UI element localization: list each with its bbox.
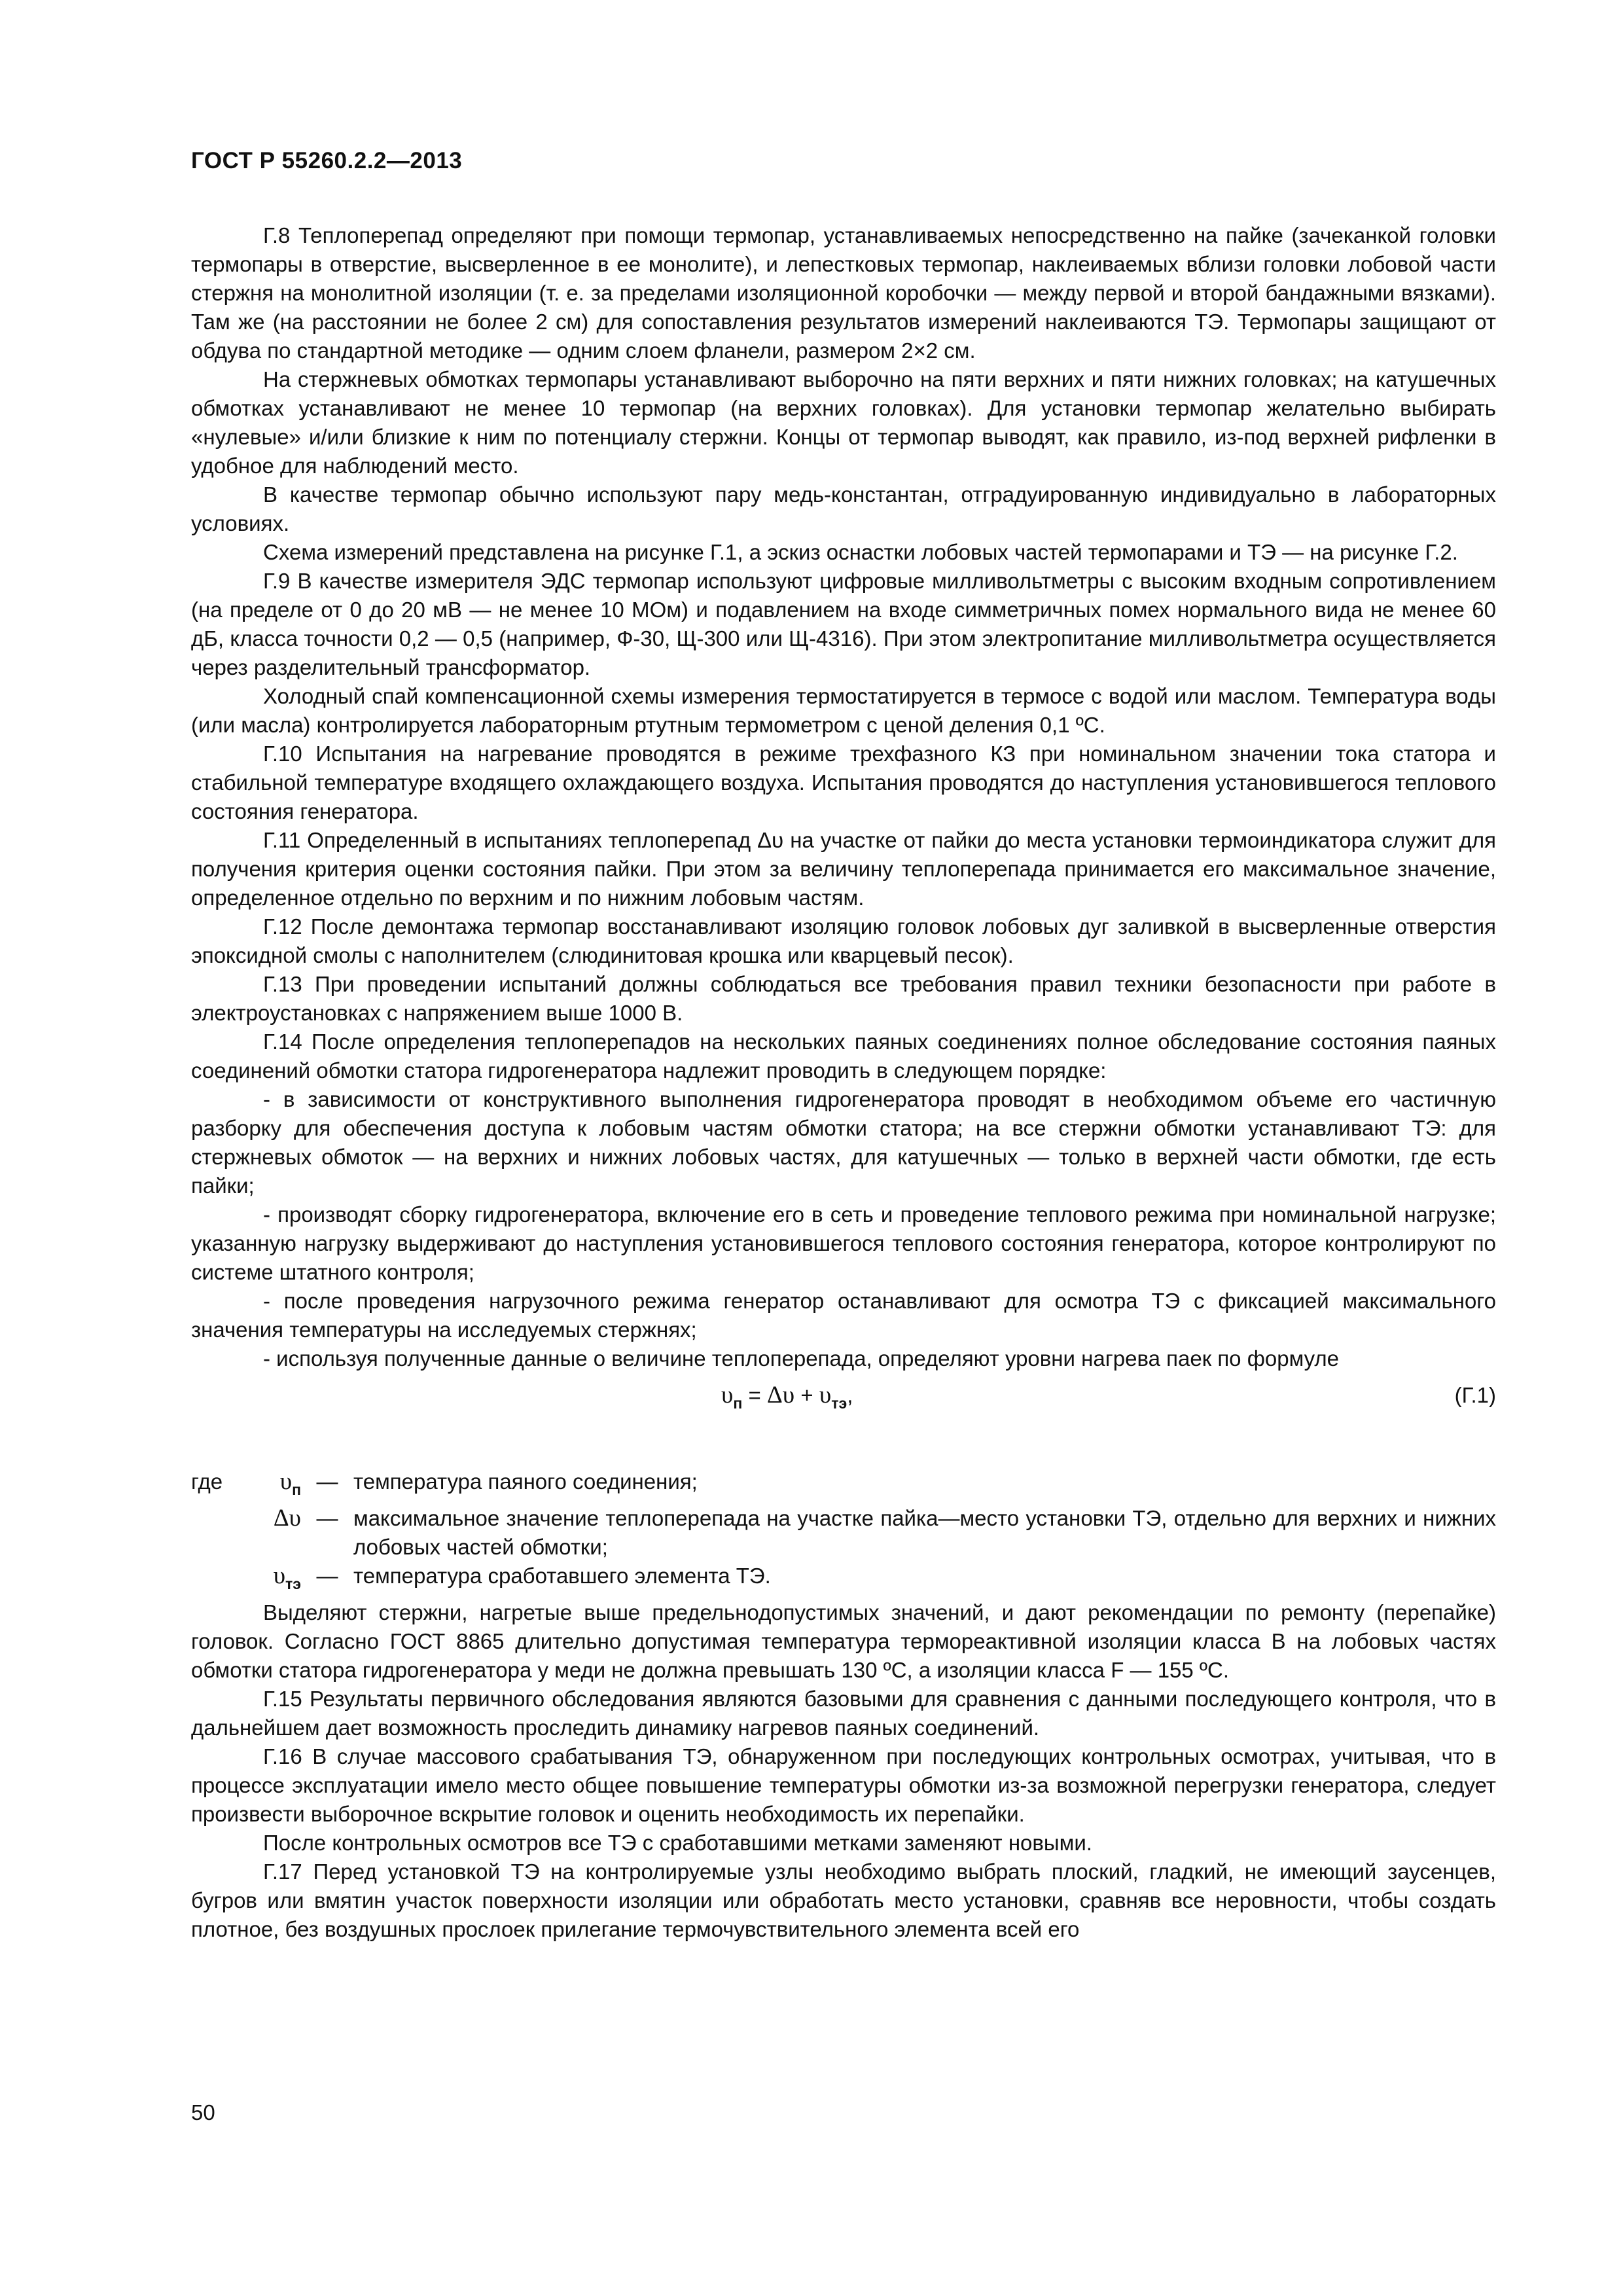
- paragraph: На стержневых обмотках термопары устанавливают выборочно на пяти верхних и пяти нижних головках; на катушечных обмотках устанавливают не менее 10 термопар (на верхних головках). Для установки термопар желательно выбирать «нулевые» и/или близкие к ним по потенциалу стержни. Концы от термопар выводят, как правило, из-под верхней рифленки в удобное для наблюдений место.: [191, 367, 1496, 478]
- paragraph: Г.17 Перед установкой ТЭ на контролируемые узлы необходимо выбрать плоский, гладкий, не имеющий заусенцев, бугров или вмятин участок поверхности изоляции или обработать место установки, сравняв все неровности, чтобы создать плотное, без воздушных прослоек прилегание термочувствительного элемента всей его: [191, 1859, 1496, 1941]
- definition-row: [191, 1562, 1496, 1598]
- definition-dash: —: [316, 1506, 338, 1530]
- paragraph: Г.16 В случае массового срабатывания ТЭ, обнаруженном при последующих контрольных осмотрах, учитывая, что в процессе эксплуатации имело место общее повышение температуры обмотки из-за возможной перегрузки генератора, следует произвести выборочное вскрытие головок и оценить необходимость их перепайки.: [191, 1744, 1496, 1826]
- definition-dash: —: [316, 1469, 338, 1494]
- formula-number: (Г.1): [1454, 1383, 1496, 1407]
- formula-plus: +: [800, 1383, 813, 1407]
- paragraph: Г.12 После демонтажа термопар восстанавливают изоляцию головок лобовых дуг заливкой в высверленные отверстия эпоксидной смолы с наполнителем (слюдинитовая крошка или кварцевый песок).: [191, 914, 1496, 967]
- formula-te-subscript: тэ: [831, 1395, 847, 1412]
- paragraph: В качестве термопар обычно используют пару медь-константан, отградуированную индивидуально в лабораторных условиях.: [191, 482, 1496, 535]
- definition-dash: —: [316, 1564, 338, 1588]
- list-item: - в зависимости от конструктивного выполнения гидрогенератора проводят в необходимом объеме его частичную разборку для обеспечения доступа к лобовым частям обмотки статора; на все стержни обмотки устанавливают ТЭ: для стержневых обмоток — на верхних и нижних лобовых частях, для катушечных — только в верхней части обмотки, где есть пайки;: [191, 1087, 1496, 1198]
- document-body: [191, 221, 1496, 1944]
- definition-row: [191, 1467, 1496, 1504]
- document-header: ГОСТ Р 55260.2.2—2013: [191, 148, 463, 173]
- formula-expression: [721, 1381, 853, 1418]
- symbol-definitions: [191, 1467, 1496, 1598]
- definition-text: температура сработавшего элемента ТЭ.: [353, 1564, 771, 1588]
- paragraph: Г.8 Теплоперепад определяют при помощи термопар, устанавливаемых непосредственно на пайке (зачеканкой головки термопары в отверстие, высверленное в ее монолите), и лепестковых термопар, наклеиваемых вблизи головки лобовой части стержня на монолитной изоляции (т. е. за пределами изоляционной коробочки — между первой и второй бандажными вязками). Там же (на расстоянии не более 2 см) для сопоставления результатов измерений наклеиваются ТЭ. Термопары защищают от обдува по стандартной методике — одним слоем фланели, размером 2×2 см.: [191, 223, 1496, 363]
- definition-symbol: $\upsilon_{тэ}$: [273, 1562, 301, 1592]
- formula-lhs-symbol: υ: [721, 1382, 734, 1408]
- paragraph: Выделяют стержни, нагретые выше предельнодопустимых значений, и дают рекомендации по ремонту (перепайке) головок. Согласно ГОСТ 8865 длительно допустимая температура термореактивной изоляции класса В на лобовых частях обмотки статора гидрогенератора у меди не должна превышать 130 ºС, а изоляции класса F — 155 ºС.: [191, 1600, 1496, 1682]
- paragraph: Г.15 Результаты первичного обследования являются базовыми для сравнения с данными последующего контроля, что в дальнейшем дает возможность проследить динамику нагревов паяных соединений.: [191, 1687, 1496, 1740]
- paragraph: Г.9 В качестве измерителя ЭДС термопар используют цифровые милливольтметры с высоким входным сопротивлением (на пределе от 0 до 20 мВ — не менее 10 МОм) и подавлением на входе симметричных помех нормального вида не менее 60 дБ, класса точности 0,2 — 0,5 (например, Ф-30, Щ-300 или Щ-4316). При этом электропитание милливольтметра осуществляется через разделительный трансформатор.: [191, 569, 1496, 679]
- formula-lhs-subscript: п: [733, 1395, 743, 1412]
- definition-text: максимальное значение теплоперепада на участке пайка—место установки ТЭ, отдельно для верхних и нижних лобовых частей обмотки;: [353, 1506, 1496, 1559]
- paragraph: Схема измерений представлена на рисунке Г.1, а эскиз оснастки лобовых частей термопарами и ТЭ — на рисунке Г.2.: [263, 540, 1458, 564]
- definition-symbol: $\upsilon_п$: [279, 1468, 301, 1498]
- formula-block: [191, 1381, 1496, 1418]
- paragraph: После контрольных осмотров все ТЭ с сработавшими метками заменяют новыми.: [263, 1831, 1092, 1855]
- paragraph: Г.11 Определенный в испытаниях теплоперепад Δυ на участке от пайки до места установки термоиндикатора служит для получения критерия оценки состояния пайки. При этом за величину теплоперепада принимается его максимальное значение, определенное отдельно по верхним и по нижним лобовым частям.: [191, 828, 1496, 910]
- formula-equals: =: [748, 1383, 761, 1407]
- paragraph: Г.13 При проведении испытаний должны соблюдаться все требования правил техники безопасности при работе в электроустановках с напряжением выше 1000 В.: [191, 972, 1496, 1025]
- where-label: где: [191, 1469, 223, 1494]
- formula-delta: Δυ: [767, 1382, 795, 1408]
- definition-row: [191, 1504, 1496, 1562]
- definition-text: температура паяного соединения;: [353, 1469, 698, 1494]
- list-item: - после проведения нагрузочного режима генератор останавливают для осмотра ТЭ с фиксацией максимального значения температуры на исследуемых стержнях;: [191, 1289, 1496, 1342]
- list-item: - используя полученные данные о величине теплоперепада, определяют уровни нагрева паек по формуле: [263, 1346, 1340, 1371]
- list-item: - производят сборку гидрогенератора, включение его в сеть и проведение теплового режима при номинальной нагрузке; указанную нагрузку выдерживают до наступления установившегося теплового состояния генератора, которое контролируют по системе штатного контроля;: [191, 1202, 1496, 1284]
- paragraph: Г.10 Испытания на нагревание проводятся в режиме трехфазного КЗ при номинальном значении тока статора и стабильной температуре входящего охлаждающего воздуха. Испытания проводятся до наступления установившегося теплового состояния генератора.: [191, 742, 1496, 823]
- page-number: 50: [191, 2100, 215, 2125]
- paragraph: Холодный спай компенсационной схемы измерения термостатируется в термосе с водой или маслом. Температура воды (или масла) контролируется лабораторным ртутным термометром с ценой деления 0,1 ºС.: [191, 684, 1496, 737]
- formula-te-symbol: υ: [819, 1382, 832, 1408]
- paragraph: Г.14 После определения теплоперепадов на нескольких паяных соединениях полное обследование состояния паяных соединений обмотки статора гидрогенератора надлежит проводить в следующем порядке:: [191, 1030, 1496, 1083]
- definition-symbol: Δυ: [273, 1505, 301, 1532]
- formula-comma: ,: [847, 1383, 853, 1407]
